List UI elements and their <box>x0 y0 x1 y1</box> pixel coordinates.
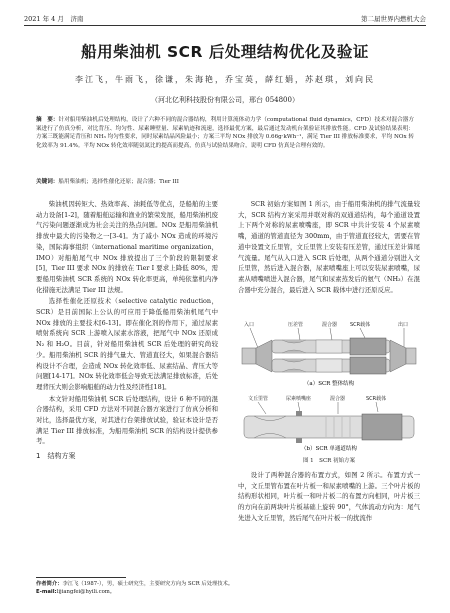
author-list: 李江飞，牛雨飞，徐谦，朱海艳，乔宝英，薛红娟，苏赵琪，刘向民 <box>75 75 375 84</box>
abstract <box>36 116 414 150</box>
paper-title: 船用柴油机 SCR 后处理结构优化及验证 <box>81 43 369 61</box>
footnote-author <box>36 581 414 589</box>
abstract-text: 针对船用柴油机后处理结构，设计了六种不同的混合器结构，利用计算流体动力学（computational fluid dynamics，CFD）技术对混合器方案进行了仿真分析，对比背压、均匀性、尿素睡壁量、尿素轨迹和流速，选择最优方案，最后通过发动机台架验证其排放性能。CFD 及试验结果表明：方案三既能满足背压和 NH₃ 均匀性要求，同时尿素结晶风险最小；方案三平均 NOx 排放为 0.66g·kWh⁻¹，满足 Tier III 排放标准要求，平均 NOx 转化效率为 91.4%。平均 NOx 转化效率随氨氮比的提高而提高，仿真与试验结果吻合，说明 CFD 仿真是合理有效的。 <box>36 117 414 149</box>
header-conference: 第二届世界内燃机大会 <box>361 15 426 23</box>
paragraph: 选择性催化还原技术（selective catalytic reduction，SCR）是目前国际上公认的可应用于降低船用柴油机尾气中 NOx 排放的主要技术[6-13]。即在催化剂的作用下，通过尿素喷射系统向 SCR 上游喷入尿素水溶液，把尾气中 NOx 还原成 N₂ 和 H₂O。目前，针对船用柴油机 SCR 后处理的研究尚较少。船用柴油机 SCR 的排气量大、管道直径大，如果混合器结构设计不合理，会造成 NOx 转化效率低、尿素结晶、背压大等问题[14-17]。NOx 转化效率低会导致无法满足排放标准，后处理背压大则会影响船舶的动力性及经济性[18]。 <box>36 297 218 391</box>
footnote <box>36 581 414 596</box>
footnote-email-label: E-mail: <box>36 588 57 595</box>
footnote-email-address: lijiangfei@hyili.com。 <box>56 588 116 595</box>
scr-overall-structure-diagram <box>238 318 420 390</box>
label-scr-carrier: SCR载体 <box>366 396 387 402</box>
label-urea-nozzle-seat: 尿素喷嘴座 <box>286 396 312 402</box>
paragraph: 柴油机因转矩大、热效率高、油耗低等优点，是船舶的主要动力设备[1-2]，随着船舶运输和渔业的繁荣发展，船用柴油机废气污染问题逐渐成为社会关注的热点问题。NOx 是船用柴油机排放中最大的污染物之一[3-4]。为了减小 NOx 造成的环境污染，国际海事组织（international maritime organization，IMO）对船舶尾气中 NOx 排放提出了三个阶段的限制要求[5]，Tier III 要求 NOx 的排放在 Tier I 要求上降低 80%，需要船用柴油机 SCR 系统的 NOx 转化率更高，单纯依靠机内净化措施无法满足 Tier III 法规。 <box>36 200 218 294</box>
header-date-location: 2021 年 4 月 济南 <box>24 15 84 23</box>
footnote-email <box>36 589 414 597</box>
label-pressure-tube: 压差管 <box>288 322 304 328</box>
footnote-author-label: 作者简介： <box>36 581 63 587</box>
running-header <box>24 14 426 26</box>
label-mixer: 混合器 <box>322 322 338 328</box>
label-outlet: 出口 <box>398 322 409 328</box>
figure-1b-caption: （b）SCR 单通道结构 <box>301 446 357 452</box>
label-venturi: 文丘里管 <box>248 396 269 402</box>
section-heading: 1 结构方案 <box>36 452 76 461</box>
figure-1a-caption: （a）SCR 整体结构 <box>303 381 355 387</box>
keywords <box>36 177 414 185</box>
footnote-author-text: 李江飞（1987-），男，硕士研究生，主要研究方向为 SCR 后处理技术。 <box>62 581 234 587</box>
right-column <box>238 199 420 296</box>
label-scr-carrier: SCR载体 <box>350 322 371 328</box>
footnote-rule <box>36 577 126 578</box>
paragraph: 设计了两种混合器的布置方式，如图 2 所示。布置方式一中，文丘里管布置在叶片板一和尿素喷嘴的上游。三个叶片板的结构形状相同，叶片板一和叶片板二的布置方向相同，叶片板三的方向在前两块叶片板基础上旋转 90°，气体流动方向为：尾气先进入文丘里管，然后尾气在叶片板一的扰流作 <box>238 471 420 522</box>
scr-single-channel-diagram <box>238 392 420 454</box>
paragraph: SCR 初始方案如图 1 所示，由于船用柴油机的排气流量较大，SCR 结构方案采用并联对称的双通道结构，每个通道设置上下两个对称的尿素喷嘴座，即 SCR 中共计安装 4 个尿素喷嘴，通道的管道直径为 300mm，由于管道直径较大，需要在管道中设置文丘里管，文丘里管上安装有压差管，通过压差计算尾气流量。尾气从入口进入 SCR 后处理，从两个通道分别进入文丘里管，然后进入混合器，尿素喷嘴座上可以安装尿素喷嘴，尿素从喷嘴喷进入混合器，尾气和尿素蒸发后的氨气（NH₃）在混合器中充分混合，最后进入 SCR 载体中进行还原反应。 <box>238 200 420 294</box>
abstract-label: 摘 要： <box>36 117 59 123</box>
figure-1a <box>238 318 420 390</box>
left-column <box>36 199 218 462</box>
paragraph: 本文针对船用柴油机 SCR 后处理结构，设计 6 种不同的混合器结构，采用 CFD 方法对不同混合器方案进行了仿真分析和对比，选择最优方案，对其进行台架排放试验，验证本设计是否满足 Tier III 排放标准，为船用柴油机 SCR 的结构设计提供参考。 <box>36 394 218 446</box>
label-mixer: 混合器 <box>330 396 346 402</box>
keywords-label: 关键词： <box>36 179 59 185</box>
figure-1b <box>238 392 420 454</box>
figure-1-caption: 图 1 SCR 初始方案 <box>302 458 356 464</box>
affiliation: （河北亿利科技股份有限公司，邢台 054800） <box>151 96 299 104</box>
label-inlet: 入口 <box>244 322 255 328</box>
right-column-continued <box>238 470 420 525</box>
keywords-text: 船用柴油机；选择性催化还原；混合器；Tier III <box>58 179 179 185</box>
